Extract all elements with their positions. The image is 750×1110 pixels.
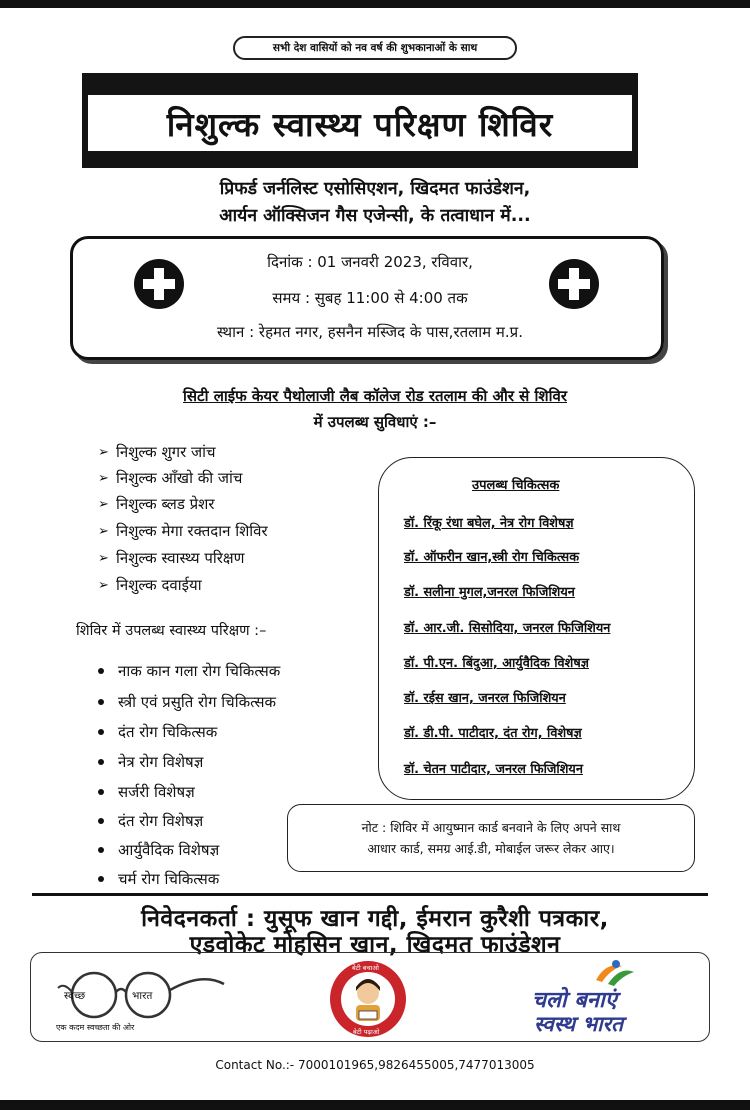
facility-item: ➢ निशुल्क शुगर जांच [98, 443, 216, 461]
exam-item: दंत रोग चिकित्सक [98, 722, 217, 742]
facility-item: ➢ निशुल्क स्वास्थ्य परिक्षण [98, 549, 245, 567]
exam-item: दंत रोग विशेषज्ञ [98, 811, 203, 831]
organizers-line-1: प्रिफर्ड जर्नलिस्ट एसोसिएशन, खिदमत फाउंडेशन, [219, 179, 531, 199]
bottom-border [0, 1100, 750, 1110]
bullet-dot-icon [98, 759, 104, 765]
bullet-dot-icon [98, 668, 104, 674]
doctor-item: डॉ. पी.एन. बिंदुआ, आर्युवैदिक विशेषज्ञ [404, 656, 589, 671]
greeting-pill: सभी देश वासियों को नव वर्ष की शुभकानाओं के साथ [233, 36, 517, 60]
swachh-word: स्वच्छ [64, 990, 86, 1002]
arrow-bullet-icon: ➢ [98, 470, 109, 486]
swachh-bharat-logo [52, 962, 227, 1037]
appeal-line-1: निवेदनकर्ता : युसूफ खान गद्दी, ईमरान कुरैशी पत्रकार, [141, 906, 609, 932]
facilities-heading-cont: में उपलब्ध सुविधाएं :– [313, 413, 437, 431]
bullet-dot-icon [98, 699, 104, 705]
appeal-line-2: एडवोकेट मोहसिन खान, खिदमत फाउंडेशन [189, 932, 561, 958]
bullet-dot-icon [98, 818, 104, 824]
facility-item: ➢ निशुल्क ब्लड प्रेशर [98, 495, 215, 513]
swachh-tagline: एक कदम स्वच्छता की ओर [56, 1023, 135, 1032]
divider [32, 893, 708, 896]
doctor-item: डॉ. डी.पी. पाटीदार, दंत रोग, विशेषज्ञ [404, 726, 582, 741]
note-line-1: नोट : शिविर में आयुष्मान कार्ड बनवाने के लिए अपने साथ [361, 820, 621, 835]
arrow-bullet-icon: ➢ [98, 444, 109, 460]
arrow-bullet-icon: ➢ [98, 577, 109, 593]
doctors-heading: उपलब्ध चिकित्सक [472, 478, 560, 493]
contact-numbers: Contact No.:- 7000101965,9826455005,7477013005 [215, 1058, 535, 1072]
bullet-dot-icon [98, 789, 104, 795]
note-box [287, 804, 695, 872]
exam-item: नेत्र रोग विशेषज्ञ [98, 752, 203, 772]
bullet-dot-icon [98, 847, 104, 853]
doctor-item: डॉ. रिंकू रंधा बघेल, नेत्र रोग विशेषज्ञ [404, 516, 574, 531]
facility-item: ➢ निशुल्क आँखो की जांच [98, 469, 243, 487]
beti-bottom-text: बेटी पढ़ाओ [353, 1028, 380, 1036]
event-venue: स्थान : रेहमत नगर, हसनैन मस्जिद के पास,रतलाम म.प्र. [217, 323, 523, 341]
event-time: समय : सुबह 11:00 से 4:00 तक [272, 289, 468, 307]
beti-bachao-logo [328, 959, 408, 1039]
page-title: निशुल्क स्वास्थ्य परिक्षण शिविर [88, 95, 632, 151]
exam-item: आर्युवैदिक विशेषज्ञ [98, 840, 219, 860]
event-date: दिनांक : 01 जनवरी 2023, रविवार, [267, 253, 473, 271]
exam-item: स्त्री एवं प्रसुति रोग चिकित्सक [98, 692, 276, 712]
doctor-item: डॉ. आर.जी. सिसोदिया, जनरल फिजिशियन [404, 621, 611, 636]
top-border [0, 0, 750, 8]
note-line-2: आधार कार्ड, समग्र आई.डी, मोबाईल जरूर लेकर आए। [367, 841, 615, 856]
bharat-word: भारत [132, 990, 153, 1002]
bullet-dot-icon [98, 876, 104, 882]
doctor-item: डॉ. ऑफरीन खान,स्त्री रोग चिकित्सक [404, 550, 580, 565]
chalo-banaye-text: चलो बनाएं [532, 988, 617, 1013]
exam-item: सर्जरी विशेषज्ञ [98, 782, 195, 802]
swasth-bharat-text: स्वस्थ भारत [534, 1012, 624, 1036]
doctor-item: डॉ. चेतन पाटीदार, जनरल फिजिशियन [404, 762, 583, 777]
bullet-dot-icon [98, 729, 104, 735]
exam-item: चर्म रोग चिकित्सक [98, 869, 219, 889]
exam-item: नाक कान गला रोग चिकित्सक [98, 661, 280, 681]
arrow-bullet-icon: ➢ [98, 523, 109, 539]
beti-top-text: बेटी बचाओ [352, 964, 379, 972]
arrow-bullet-icon: ➢ [98, 496, 109, 512]
facilities-heading: सिटी लाईफ केयर पैथोलाजी लैब कॉलेज रोड रतलाम की और से शिविर [183, 387, 567, 405]
swasth-bharat-logo [528, 958, 698, 1038]
arrow-bullet-icon: ➢ [98, 550, 109, 566]
exams-heading: शिविर में उपलब्ध स्वास्थ्य परिक्षण :– [76, 623, 267, 639]
doctor-item: डॉ. सलीना मुगल,जनरल फिजिशियन [404, 585, 575, 600]
facility-item: ➢ निशुल्क दवाईया [98, 576, 202, 594]
doctor-item: डॉ. रईस खान, जनरल फिजिशियन [404, 691, 566, 706]
facility-item: ➢ निशुल्क मेगा रक्तदान शिविर [98, 522, 268, 540]
organizers-line-2: आर्यन ऑक्सिजन गैस एजेन्सी, के तत्वाधान में... [219, 206, 531, 226]
